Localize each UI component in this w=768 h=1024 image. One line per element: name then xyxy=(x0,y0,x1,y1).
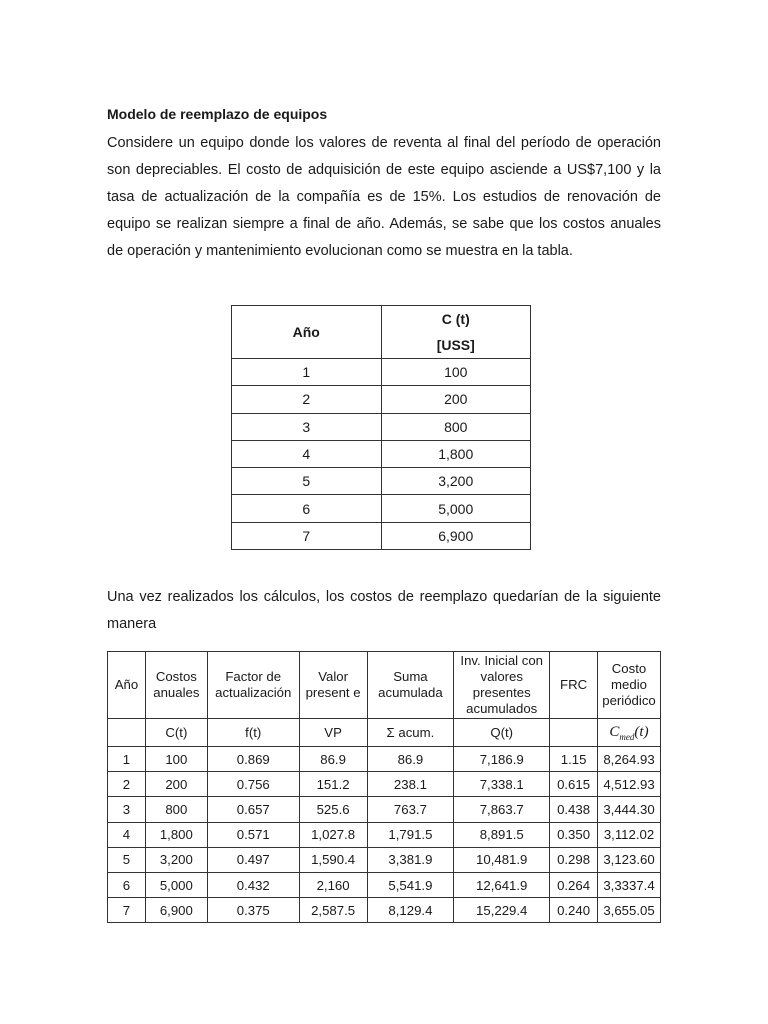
discount-factor-cell: 0.571 xyxy=(207,822,299,847)
intro-paragraph: Considere un equipo donde los valores de reventa al final del período de operación son depreciables. El costo de adquisición de este equipo asciende a US$7,100 y la tasa de actualización de la compañía es de 15%. Los estudios de renovación de equipo se realizan siempre a final de año. Además, se sabe que los costos anuales de operación y mantenimiento evolucionan como se muestra en la tabla. xyxy=(107,135,661,259)
year-cell: 6 xyxy=(108,872,146,897)
average-cost-cell: 3,3337.4 xyxy=(598,872,661,897)
annual-cost-cell: 800 xyxy=(145,797,207,822)
cmed-main: C xyxy=(609,723,620,740)
cost-table-row xyxy=(232,413,531,440)
initial-investment-cell: 12,641.9 xyxy=(454,872,550,897)
year-cell: 1 xyxy=(108,747,146,772)
year-cell: 2 xyxy=(108,772,146,797)
cumulative-sum-cell: 238.1 xyxy=(367,772,454,797)
average-cost-subheader xyxy=(598,719,661,747)
discount-factor-cell: 0.756 xyxy=(207,772,299,797)
cost-header-line1: C (t) xyxy=(441,311,470,327)
replacement-table-row xyxy=(108,772,661,797)
annual-cost-subheader: C(t) xyxy=(145,719,207,747)
replacement-table-row xyxy=(108,797,661,822)
cost-cell: 5,000 xyxy=(381,495,531,522)
frc-cell: 0.350 xyxy=(550,822,598,847)
year-cell: 7 xyxy=(108,898,146,923)
year-header: Año xyxy=(232,306,382,359)
cost-cell: 6,900 xyxy=(381,522,531,549)
year-header: Año xyxy=(108,652,146,719)
cumulative-sum-cell: 5,541.9 xyxy=(367,872,454,897)
cumulative-sum-cell: 1,791.5 xyxy=(367,822,454,847)
replacement-table-row xyxy=(108,872,661,897)
replacement-table-row xyxy=(108,747,661,772)
present-value-header: Valor present e xyxy=(299,652,367,719)
year-cell: 5 xyxy=(108,847,146,872)
initial-investment-cell: 7,186.9 xyxy=(454,747,550,772)
cost-table-header xyxy=(232,306,531,359)
present-value-cell: 1,590.4 xyxy=(299,847,367,872)
average-cost-cell: 8,264.93 xyxy=(598,747,661,772)
cumulative-sum-cell: 86.9 xyxy=(367,747,454,772)
initial-investment-cell: 15,229.4 xyxy=(454,898,550,923)
cumulative-sum-cell: 763.7 xyxy=(367,797,454,822)
annual-cost-cell: 100 xyxy=(145,747,207,772)
replacement-table-row xyxy=(108,822,661,847)
frc-subheader xyxy=(550,719,598,747)
discount-factor-cell: 0.657 xyxy=(207,797,299,822)
present-value-cell: 86.9 xyxy=(299,747,367,772)
discount-factor-subheader: f(t) xyxy=(207,719,299,747)
cost-table-row xyxy=(232,495,531,522)
initial-investment-cell: 10,481.9 xyxy=(454,847,550,872)
year-cell: 5 xyxy=(232,468,382,495)
present-value-cell: 1,027.8 xyxy=(299,822,367,847)
annual-cost-cell: 6,900 xyxy=(145,898,207,923)
replacement-table-row xyxy=(108,898,661,923)
initial-investment-cell: 7,863.7 xyxy=(454,797,550,822)
replacement-table-body xyxy=(108,747,661,923)
cost-header xyxy=(381,306,531,359)
cumulative-sum-header: Suma acumulada xyxy=(367,652,454,719)
year-subheader xyxy=(108,719,146,747)
cost-header-line2: [USS] xyxy=(436,337,475,353)
initial-investment-cell: 8,891.5 xyxy=(454,822,550,847)
year-cell: 4 xyxy=(232,440,382,467)
cost-table-row xyxy=(232,440,531,467)
replacement-table-header xyxy=(108,652,661,719)
frc-header: FRC xyxy=(550,652,598,719)
year-cell: 6 xyxy=(232,495,382,522)
present-value-cell: 525.6 xyxy=(299,797,367,822)
cumulative-sum-subheader: Σ acum. xyxy=(367,719,454,747)
cost-table-body xyxy=(232,359,531,550)
cost-cell: 100 xyxy=(381,359,531,386)
cost-cell: 1,800 xyxy=(381,440,531,467)
discount-factor-cell: 0.869 xyxy=(207,747,299,772)
annual-cost-cell: 5,000 xyxy=(145,872,207,897)
year-cell: 7 xyxy=(232,522,382,549)
present-value-cell: 2,160 xyxy=(299,872,367,897)
cost-cell: 800 xyxy=(381,413,531,440)
cost-table xyxy=(231,305,531,550)
cost-cell: 3,200 xyxy=(381,468,531,495)
average-cost-cell: 3,112.02 xyxy=(598,822,661,847)
cost-table-row xyxy=(232,359,531,386)
replacement-cost-table xyxy=(107,651,661,923)
discount-factor-header: Factor de actualización xyxy=(207,652,299,719)
cost-cell: 200 xyxy=(381,386,531,413)
initial-investment-header: Inv. Inicial con valores presentes acumulados xyxy=(454,652,550,719)
year-cell: 4 xyxy=(108,822,146,847)
average-cost-cell: 3,123.60 xyxy=(598,847,661,872)
frc-cell: 0.240 xyxy=(550,898,598,923)
cmed-sub: med xyxy=(619,731,635,742)
year-cell: 3 xyxy=(108,797,146,822)
frc-cell: 0.615 xyxy=(550,772,598,797)
cumulative-sum-cell: 3,381.9 xyxy=(367,847,454,872)
frc-cell: 0.264 xyxy=(550,872,598,897)
results-paragraph: Una vez realizados los cálculos, los costos de reemplazo quedarían de la siguiente manera xyxy=(107,589,661,632)
initial-investment-subheader: Q(t) xyxy=(454,719,550,747)
average-cost-header: Costo medio periódico xyxy=(598,652,661,719)
average-cost-cell: 3,655.05 xyxy=(598,898,661,923)
cmed-formula xyxy=(609,724,648,740)
annual-cost-cell: 1,800 xyxy=(145,822,207,847)
annual-cost-cell: 200 xyxy=(145,772,207,797)
discount-factor-cell: 0.432 xyxy=(207,872,299,897)
average-cost-cell: 4,512.93 xyxy=(598,772,661,797)
frc-cell: 1.15 xyxy=(550,747,598,772)
year-cell: 1 xyxy=(232,359,382,386)
frc-cell: 0.438 xyxy=(550,797,598,822)
year-cell: 3 xyxy=(232,413,382,440)
cmed-arg: (t) xyxy=(634,723,649,740)
replacement-table-subheader xyxy=(108,719,661,747)
annual-cost-header: Costos anuales xyxy=(145,652,207,719)
year-cell: 2 xyxy=(232,386,382,413)
replacement-table-row xyxy=(108,847,661,872)
cumulative-sum-cell: 8,129.4 xyxy=(367,898,454,923)
cost-table-row xyxy=(232,386,531,413)
document-title: Modelo de reemplazo de equipos xyxy=(107,106,328,122)
present-value-cell: 151.2 xyxy=(299,772,367,797)
frc-cell: 0.298 xyxy=(550,847,598,872)
annual-cost-cell: 3,200 xyxy=(145,847,207,872)
average-cost-cell: 3,444.30 xyxy=(598,797,661,822)
cost-table-row xyxy=(232,468,531,495)
cost-table-row xyxy=(232,522,531,549)
present-value-cell: 2,587.5 xyxy=(299,898,367,923)
discount-factor-cell: 0.497 xyxy=(207,847,299,872)
discount-factor-cell: 0.375 xyxy=(207,898,299,923)
initial-investment-cell: 7,338.1 xyxy=(454,772,550,797)
present-value-subheader: VP xyxy=(299,719,367,747)
